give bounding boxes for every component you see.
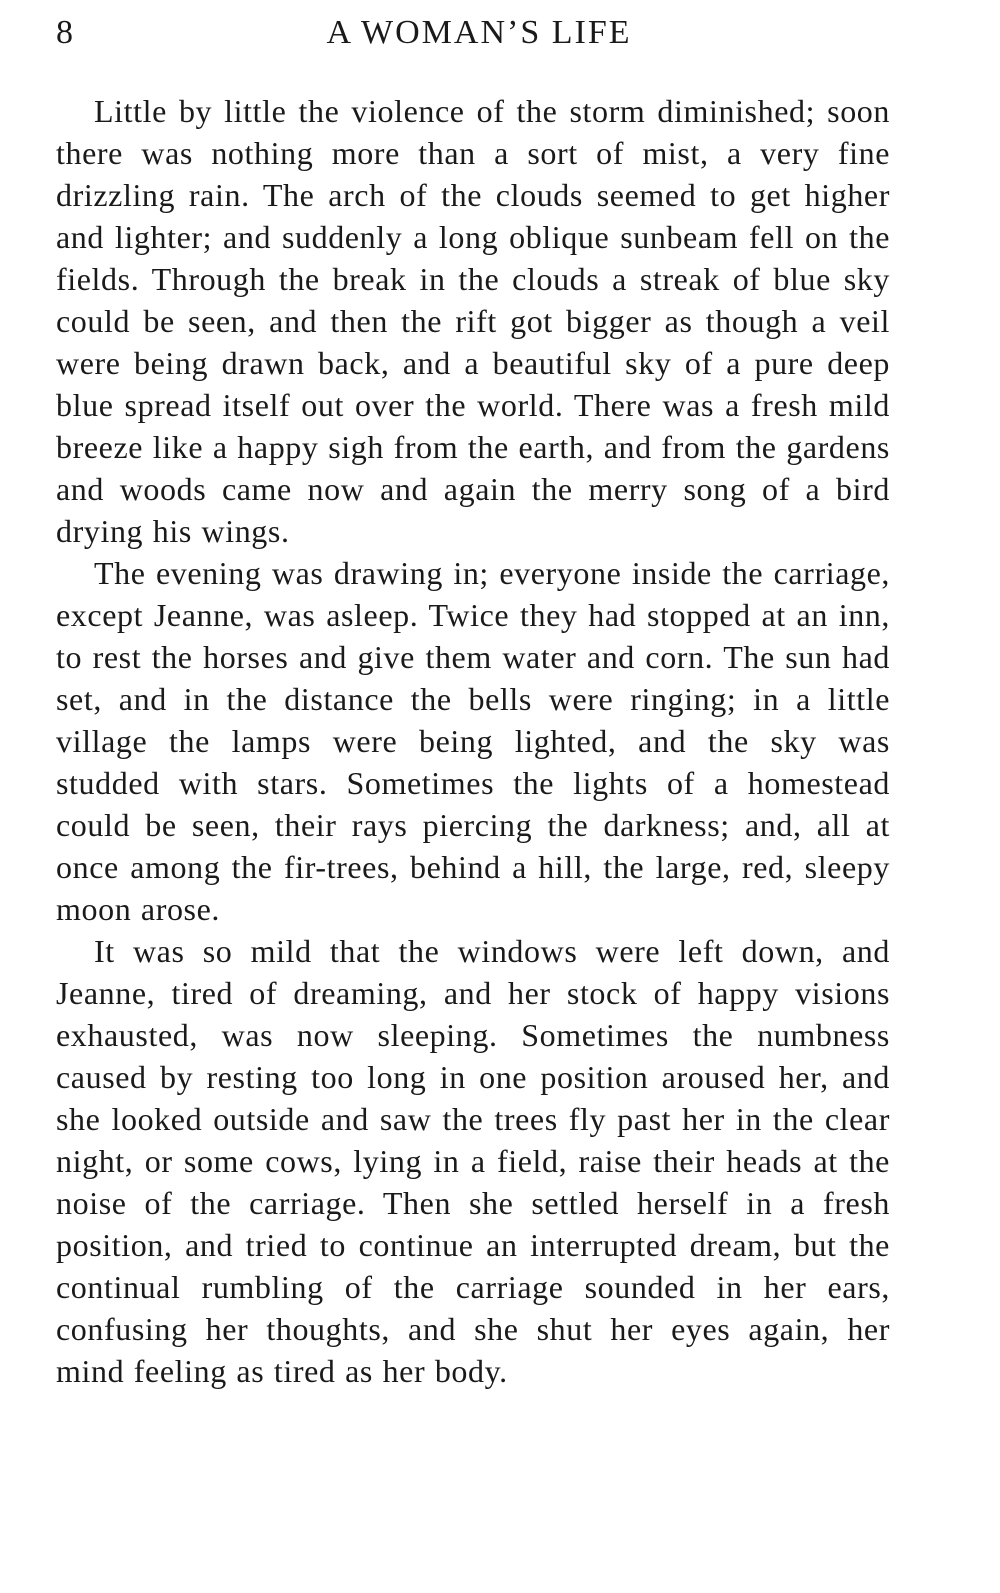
book-title: A WOMAN’S LIFE — [326, 14, 632, 51]
paragraph-evening: The evening was drawing in; everyone inside the carriage, except Jeanne, was asleep. Twice they had stopped at an inn, to rest the horses and give them water and corn. The sun had set, and in the distance the bells were ringing; in a little village the lamps were being lighted, and the sky was studded with stars. Sometimes the lights of a homestead could be seen, their rays piercing the darkness; and, all at once among the fir-trees, behind a hill, the large, red, sleepy moon arose. — [56, 555, 890, 927]
body-text — [56, 90, 890, 1392]
paragraph-night: It was so mild that the windows were left down, and Jeanne, tired of dreaming, and her stock of happy visions exhausted, was now sleeping. Sometimes the numbness caused by resting too long in one position aroused her, and she looked outside and saw the trees fly past her in the clear night, or some cows, lying in a field, raise their heads at the noise of the carriage. Then she settled herself in a fresh position, and tried to continue an interrupted dream, but the continual rumbling of the carriage sounded in her ears, confusing her thoughts, and she shut her eyes again, her mind feeling as tired as her body. — [56, 933, 890, 1389]
page-number: 8 — [56, 14, 74, 51]
paragraph-storm: Little by little the violence of the storm diminished; soon there was nothing more than a sort of mist, a very fine drizzling rain. The arch of the clouds seemed to get higher and lighter; and suddenly a long oblique sunbeam fell on the fields. Through the break in the clouds a streak of blue sky could be seen, and then the rift got bigger as though a veil were being drawn back, and a beautiful sky of a pure deep blue spread itself out over the world. There was a fresh mild breeze like a happy sigh from the earth, and from the gardens and woods came now and again the merry song of a bird drying his wings. — [56, 93, 890, 549]
running-head — [56, 14, 892, 70]
